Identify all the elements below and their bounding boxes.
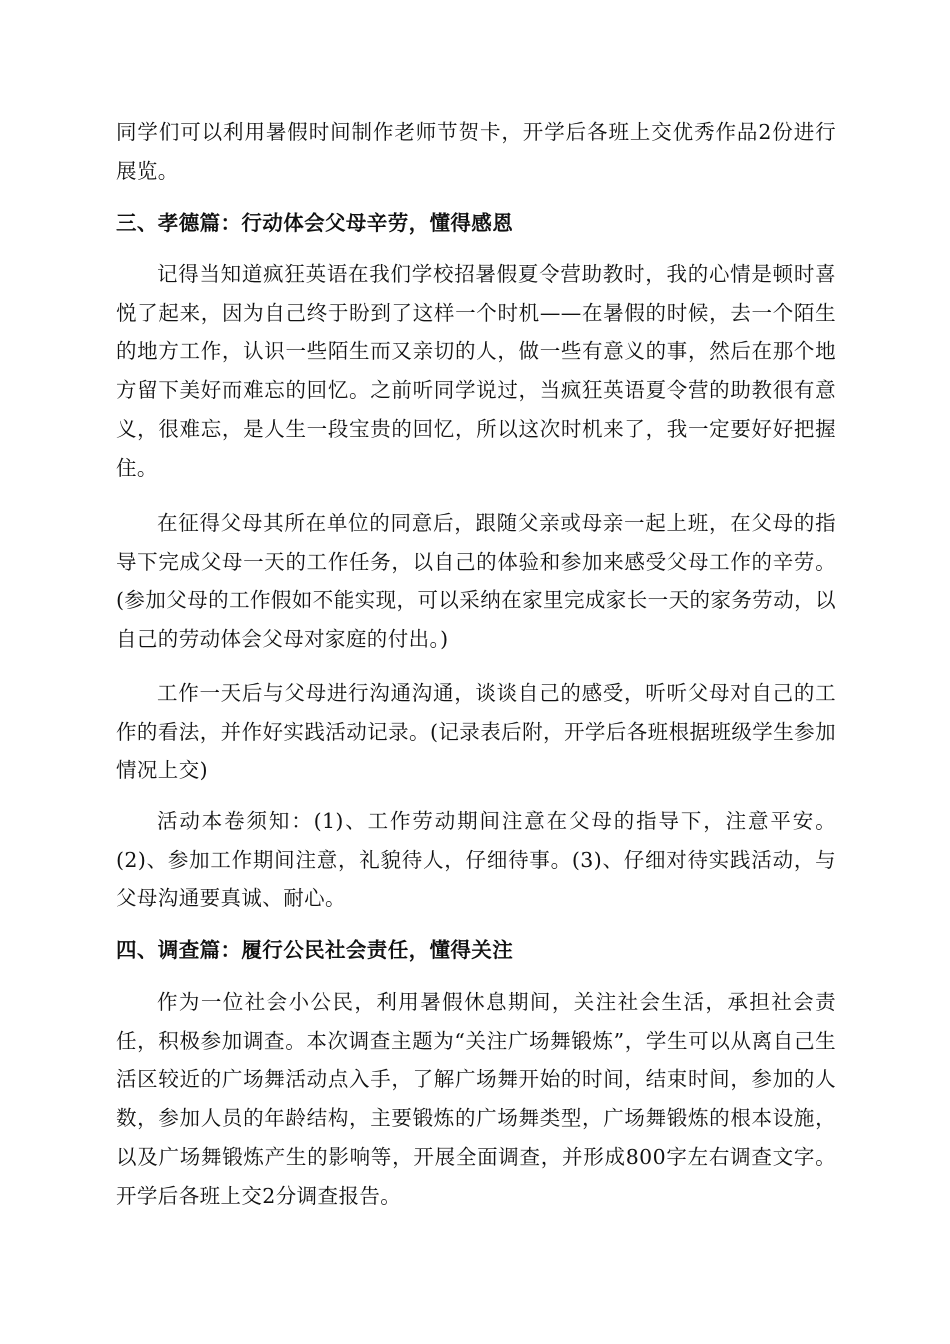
section-heading-filial-piety: 三、孝德篇：行动体会父母辛劳，懂得感恩 [116,211,514,235]
paragraph-greeting-cards: 同学们可以利用暑假时间制作老师节贺卡，开学后各班上交优秀作品2份进行展览。 [116,120,836,183]
paragraph-work-with-parents: 在征得父母其所在单位的同意后，跟随父亲或母亲一起上班，在父母的指导下完成父母一天的工作任务，以自己的体验和参加来感受父母工作的辛劳。(参加父母的工作假如不能实现，可以采纳在家里完成家长一天的家务劳动，以自己的劳动体会父母对家庭的付出。) [116,511,836,652]
paragraph-communication: 工作一天后与父母进行沟通沟通，谈谈自己的感受，听听父母对自己的工作的看法，并作好实践活动记录。(记录表后附，开学后各班根据班级学生参加情况上交) [116,681,836,783]
section-heading-survey: 四、调查篇：履行公民社会责任，懂得关注 [116,938,514,962]
paragraph-summer-camp: 记得当知道疯狂英语在我们学校招暑假夏令营助教时，我的心情是顿时喜悦了起来，因为自己终于盼到了这样一个时机——在暑假的时候，去一个陌生的地方工作，认识一些陌生而又亲切的人，做一些有意义的事，然后在那个地方留下美好而难忘的回忆。之前听同学说过，当疯狂英语夏令营的助教很有意义，很难忘，是人生一段宝贵的回忆，所以这次时机来了，我一定要好好把握住。 [116,262,836,480]
paragraph-survey-topic: 作为一位社会小公民，利用暑假休息期间，关注社会生活，承担社会责任，积极参加调查。本次调查主题为“关注广场舞锻炼”，学生可以从离自己生活区较近的广场舞活动点入手，了解广场舞开始的时间，结束时间，参加的人数，参加人员的年龄结构，主要锻炼的广场舞类型，广场舞锻炼的根本设施，以及广场舞锻炼产生的影响等，开展全面调查，并形成800字左右调查文字。开学后各班上交2分调查报告。 [116,990,836,1208]
paragraph-activity-notes: 活动本卷须知：(1)、工作劳动期间注意在父母的指导下，注意平安。(2)、参加工作期间注意，礼貌待人，仔细待事。(3)、仔细对待实践活动，与父母沟通要真诚、耐心。 [116,809,836,911]
